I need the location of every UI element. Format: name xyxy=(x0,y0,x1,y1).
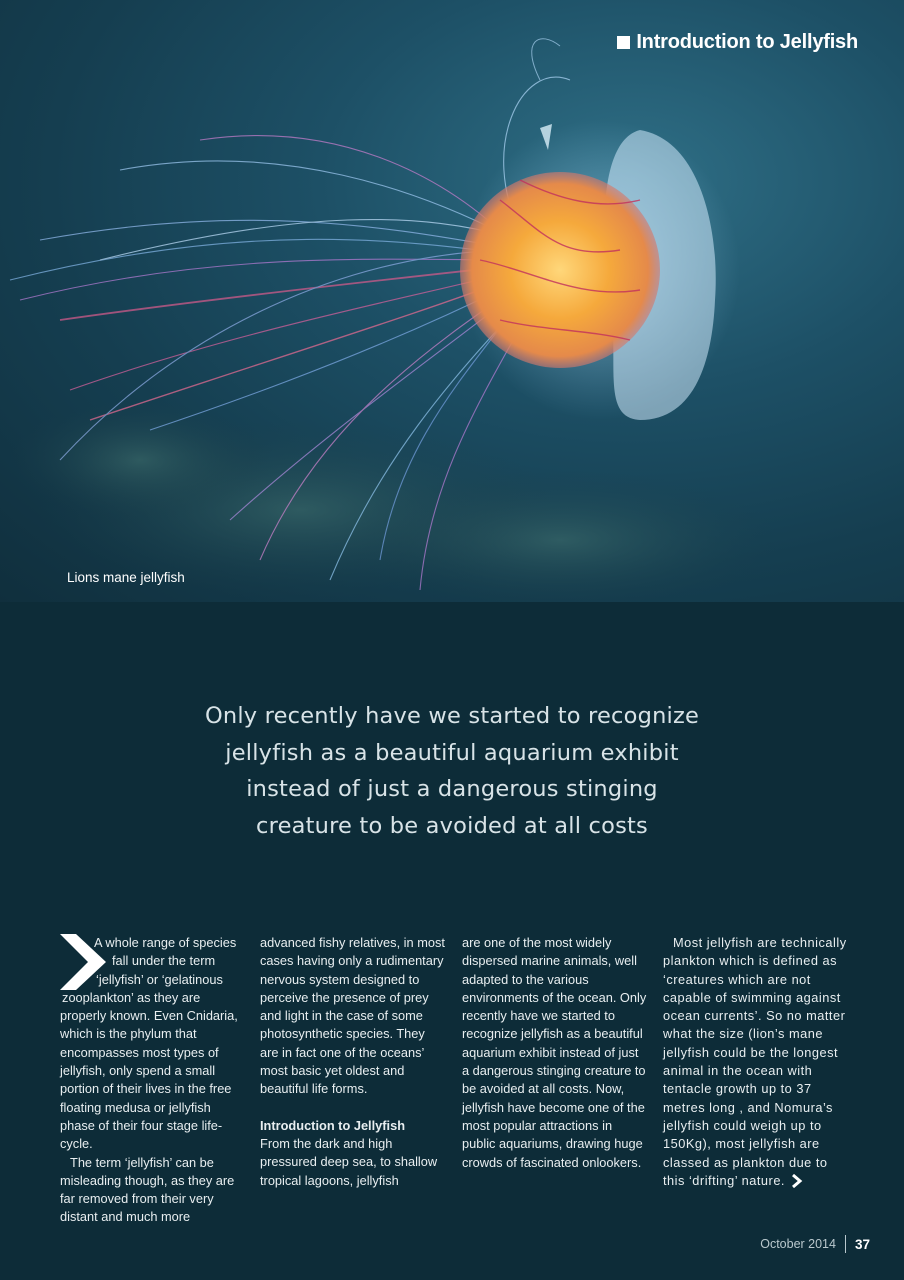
footer-divider xyxy=(845,1235,846,1253)
paragraph-text: Most jellyfish are technically plankton which is defined as ‘creatures which are not capable of swimming against ocean currents’. So no matter what the size (lion’s mane jellyfish could be the longest animal in the ocean with tentacle growth up to 37 metres long , and Nomura’s jellyfish could weigh up to 150Kg), most jellyfish are classed as plankton due to this ‘drifting’ nature. xyxy=(663,935,847,1188)
section-title xyxy=(617,31,858,54)
pull-quote xyxy=(150,698,754,844)
pull-quote-line: instead of just a dangerous stinging xyxy=(246,776,658,802)
article-column-3 xyxy=(462,934,647,1172)
paragraph: are one of the most widely dispersed marine animals, well adapted to the various environments of the ocean. Only recently have we started to recognize jellyfish as a beautiful aquarium exhibit instead of just a dangerous stinging creature to be avoided at all costs. Now, jellyfish have become one of the most popular attractions in public aquariums, drawing huge crowds of fascinated onlookers. xyxy=(462,935,647,1170)
photo-caption: Lions mane jellyfish xyxy=(67,570,185,585)
pull-quote-line: jellyfish as a beautiful aquarium exhibit xyxy=(225,739,679,766)
article-column-4 xyxy=(663,934,848,1190)
paragraph: From the dark and high pressured deep sea, to shallow tropical lagoons, jellyfish xyxy=(260,1135,438,1188)
chevron-right-end-icon xyxy=(791,1174,803,1188)
issue-date: October 2014 xyxy=(760,1237,836,1251)
pull-quote-line: creature to be avoided at all costs xyxy=(256,812,648,839)
paragraph: The term ‘jellyfish’ can be misleading though, as they are far removed from their very distant and much more xyxy=(60,1154,235,1225)
square-bullet-icon xyxy=(617,36,630,49)
article-body xyxy=(60,934,860,1225)
pull-quote-line: Only recently have we started to recognize xyxy=(204,703,700,729)
paragraph xyxy=(663,934,848,1190)
jellyfish-illustration xyxy=(0,0,904,602)
subheading: Introduction to Jellyfish xyxy=(260,1117,406,1133)
article-column-1 xyxy=(60,934,245,1227)
hero-photo xyxy=(0,0,904,602)
article-column-2 xyxy=(260,934,445,1190)
paragraph: advanced fishy relatives, in most cases having only a rudimentary nervous system designed to perceive the presence of prey and light in the case of some photosynthetic species. They are in fact one of the oceans’ most basic yet oldest and beautiful life forms. xyxy=(260,935,445,1097)
page-footer xyxy=(760,1235,870,1253)
page-number: 37 xyxy=(854,1236,870,1252)
section-title-text: Introduction to Jellyfish xyxy=(636,31,858,53)
paragraph: A whole range of species fall under the term ‘jellyfish’ or ‘gelatinous zooplankton’ as they are properly known. Even Cnidaria, which is the phylum that encompasses most types of jellyfish, only spend a small portion of their lives in the free floating medusa or jellyfish phase of their four stage life-cycle. xyxy=(60,935,238,1152)
